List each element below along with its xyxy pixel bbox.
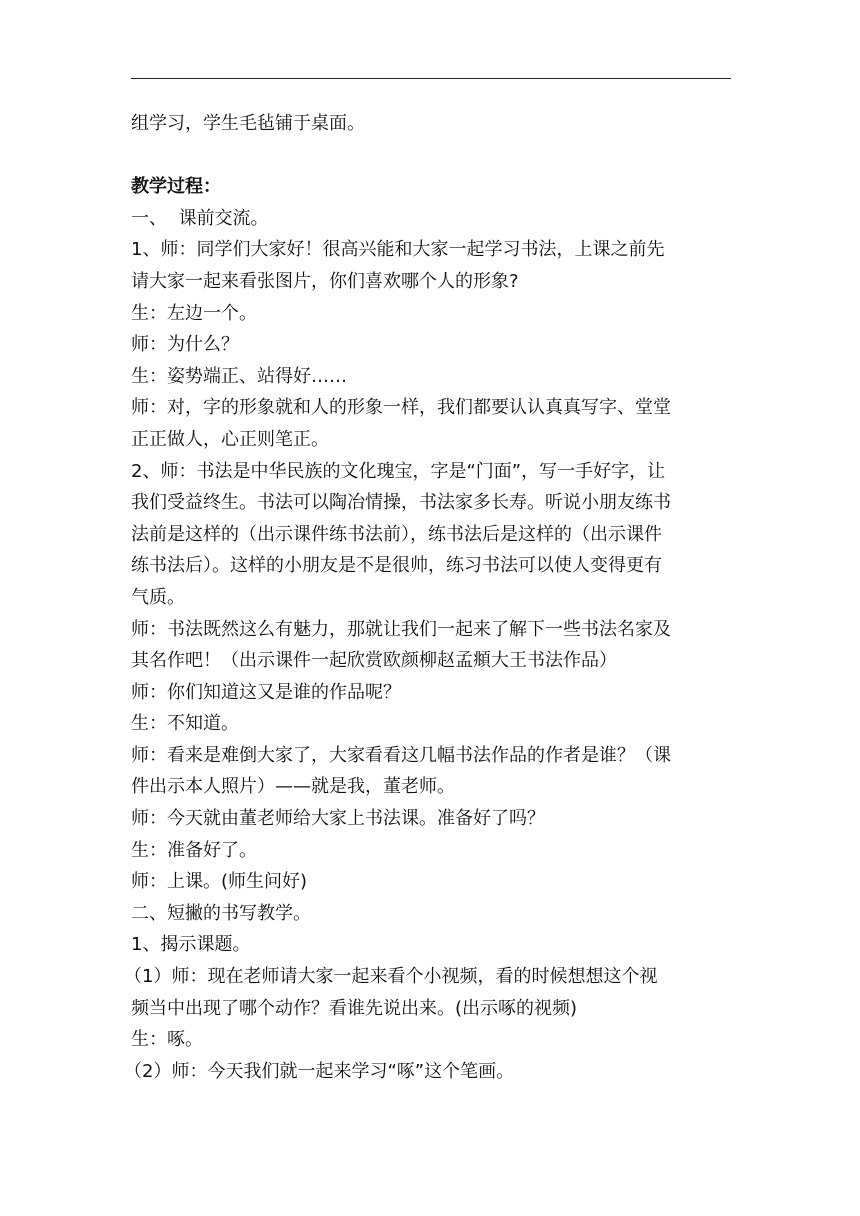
text-line: 生：左边一个。 [131, 302, 257, 324]
text-line: 我们受益终生。书法可以陶冶情操，书法家多长寿。听说小朋友练书 [131, 492, 671, 514]
text-line: 2、师：书法是中华民族的文化瑰宝，字是“门面”，写一手好字，让 [131, 460, 666, 482]
text-line: 师：今天就由董老师给大家上书法课。准备好了吗？ [131, 808, 545, 830]
text-line: 正正做人，心正则笔正。 [131, 428, 329, 450]
text-line: （2）师：今天我们就一起来学习“啄”这个笔画。 [124, 1060, 515, 1082]
text-line: 生：不知道。 [131, 713, 239, 735]
text-line: 件出示本人照片）——就是我，董老师。 [131, 776, 455, 798]
text-line: 气质。 [131, 586, 185, 608]
text-line: 请大家一起来看张图片，你们喜欢哪个人的形象? [131, 270, 519, 292]
text-line: 师：书法既然这么有魅力，那就让我们一起来了解下一些书法名家及 [131, 618, 671, 640]
text-line: 组学习，学生毛毡铺于桌面。 [131, 113, 365, 134]
text-line: 二、短撇的书写教学。 [131, 902, 311, 924]
text-line: 师：看来是难倒大家了，大家看看这几幅书法作品的作者是谁？（课 [131, 744, 671, 766]
text-line: 练书法后）。这样的小朋友是不是很帅，练习书法可以使人变得更有 [131, 555, 662, 577]
blank-line [131, 140, 731, 172]
header-rule [131, 78, 731, 79]
text-line: 师：为什么？ [131, 334, 239, 356]
text-line: 频当中出现了哪个动作？看谁先说出来。(出示啄的视频) [131, 997, 578, 1019]
text-line: 一、 课前交流。 [131, 207, 269, 229]
text-line: 师：你们知道这又是谁的作品呢？ [131, 681, 401, 703]
text-line: 生：准备好了。 [131, 839, 257, 861]
section-heading: 教学过程： [131, 176, 221, 198]
text-line: 1、师：同学们大家好！很高兴能和大家一起学习书法，上课之前先 [131, 239, 665, 261]
text-line: 其名作吧！（出示课件一起欣赏欧颜柳赵孟頫大王书法作品） [131, 650, 617, 672]
text-line: 师：对，字的形象就和人的形象一样，我们都要认认真真写字、堂堂 [131, 397, 671, 419]
text-line: 师：上课。(师生问好) [131, 871, 308, 893]
text-line: （1）师：现在老师请大家一起来看个小视频，看的时候想想这个视 [124, 966, 658, 988]
text-line: 1、揭示课题。 [131, 934, 251, 956]
text-line: 法前是这样的（出示课件练书法前），练书法后是这样的（出示课件 [131, 523, 662, 545]
text-line: 生：啄。 [131, 1029, 203, 1051]
text-line: 生：姿势端正、站得好…… [131, 365, 347, 387]
document-body [124, 108, 731, 1087]
